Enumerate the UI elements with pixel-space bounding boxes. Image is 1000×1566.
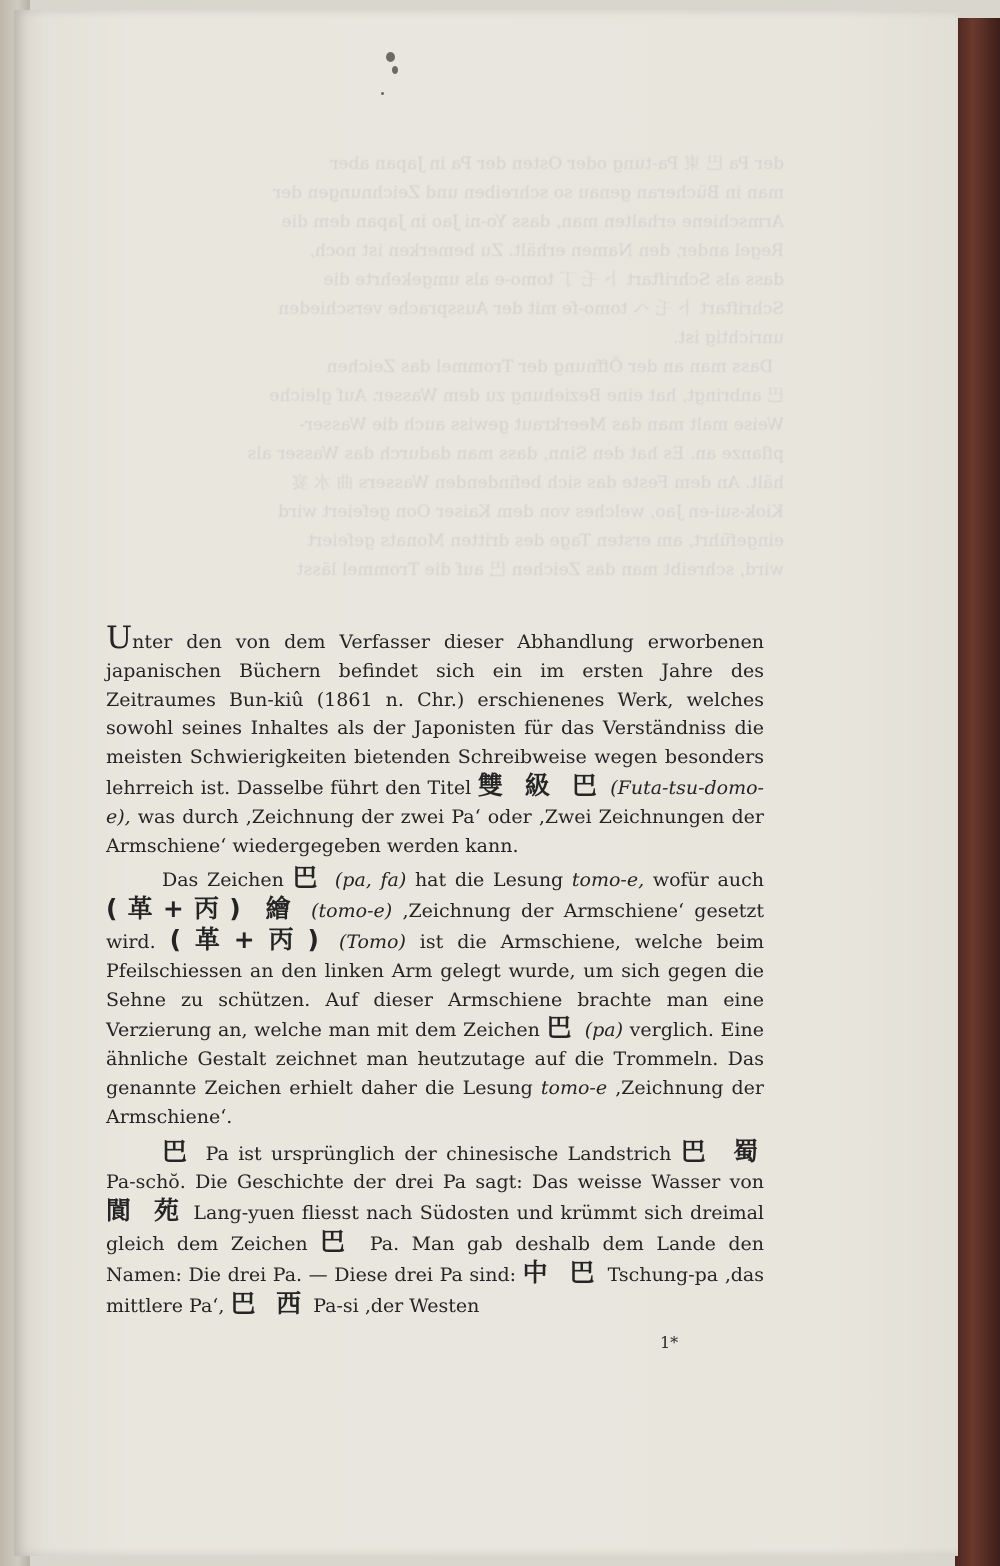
show-through-text: der Pa 巴 東 Pa-tung oder Osten der Pa in Japan aber man in Bücheran genau so schreiben und Zeichnungen der Armschiene erhalten man, dass Yo-ni Jao in Japan dem die Regel ander, den Namen erhält. Zu bemerken ist noch, dass als Schriftart 卜 乇 丁 tomo-e als umgekehrte die Schriftart 卜 乇 へ tomo-fe mit der Aussprache verschieden unrichtig ist. Dass man an der Öffnung der Trommel das Zeichen 巴 anbringt, hat eine Beziehung zu dem Wasser. Auf gleiche Weise malt man das Meerkraut gewiss auch die Wasser- pflanze an. Es hat den Sinn, dass man dadurch das Wasser als hält. An dem Feste das sich befindenden Wassers 曲 水 宴 Kiok-sui-en Jao, welches von dem Kaiser Oon gefeiert wird eingeführt, am ersten Tage des dritten Monats gefeiert wird, schreibt man das Zeichen 巴 auf die Trommel lässt xyxy=(247,154,784,580)
paragraph-3: 巴 Pa ist ursprünglich der chinesische Landstrich 巴 蜀 Pa-schŏ. Die Geschichte der drei Pa sagt: Das weisse Wasser von 閬 苑 Lang-yuen fliesst nach Südosten und krümmt sich dreimal gleich dem Zeichen 巴 Pa. Man gab deshalb dem Lande den Namen: Die drei Pa. — Diese drei Pa sind: 中 巴 Tschung-pa ‚das mittlere Pa‘, 巴 西 Pa-si ‚der Westen xyxy=(106,1136,764,1318)
page-number: 1* xyxy=(660,1333,679,1352)
paper-speck xyxy=(392,66,398,74)
paragraph-1: Unter den von dem Verfasser dieser Abhandlung erworbenen japanischen Büchern befindet sich ein im ersten Jahre des Zeitraumes Bun-kiû (1861 n. Chr.) erschienenes Werk, welches sowohl seines Inhaltes als der Japonisten für das Verständniss die meisten Schwierigkeiten bietenden Schreibweise wegen besonders lehrreich ist. Dasselbe führt den Titel 雙 級 巴 (Futa-tsu-domo-e), was durch ‚Zeichnung der zwei Pa‘ oder ‚Zwei Zeichnungen der Armschiene‘ wiedergegeben werden kann. xyxy=(106,620,764,857)
body-text xyxy=(106,620,765,1320)
title-characters: 雙 級 巴 xyxy=(477,770,604,800)
paper-speck xyxy=(381,92,384,95)
paragraph-2: Das Zeichen 巴 (pa, fa) hat die Lesung tomo-e, wofür auch (革+丙) 繪 (tomo-e) ‚Zeichnung der Armschiene‘ gesetzt wird. (革+丙) (Tomo) ist die Armschiene, welche beim Pfeilschiessen an den linken Arm gelegt wurde, um sich gegen die Sehne zu schützen. Auf dieser Armschiene brachte man eine Verzierung an, welche man mit dem Zeichen 巴 (pa) verglich. Eine ähnliche Gestalt zeichnet man heutzutage auf die Trommeln. Das genannte Zeichen erhielt daher die Lesung tomo-e ‚Zeichnung der Armschiene‘. xyxy=(106,863,765,1128)
drop-cap: U xyxy=(106,620,133,656)
paper-speck xyxy=(386,52,395,62)
book-cover-edge xyxy=(955,18,1000,1566)
